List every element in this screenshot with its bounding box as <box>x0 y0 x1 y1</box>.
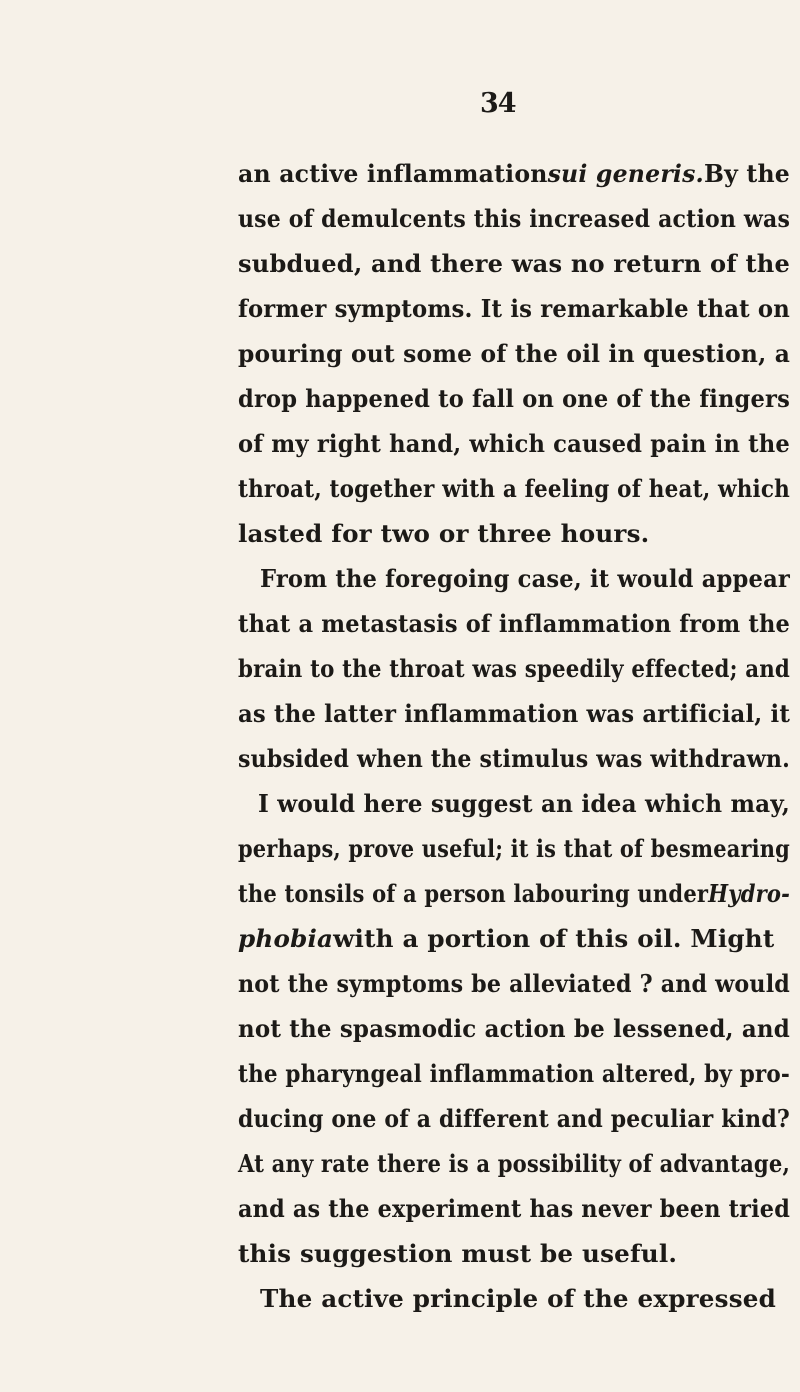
text-line <box>25 196 791 242</box>
text-segment: perhaps, prove useful; it is that of besmearing <box>238 834 790 863</box>
text-segment: subdued, and there was no return of the <box>238 249 791 278</box>
text-segment: At any rate there is a possibility of advantage, <box>238 1149 790 1178</box>
text-segment: the pharyngeal inflammation altered, by pro- <box>238 1059 790 1088</box>
text-line <box>21 556 790 602</box>
text-segment: and as the experiment has never been tried <box>238 1194 791 1223</box>
page-number: 34 <box>480 88 516 119</box>
text-line <box>22 1186 791 1232</box>
text-line <box>31 646 791 692</box>
text-segment: not the symptoms be alleviated ? and would <box>238 969 790 998</box>
text-line <box>25 1096 790 1142</box>
text-segment: The active principle of the expressed <box>260 1284 776 1313</box>
text-line <box>18 691 791 737</box>
text-segment: use of demulcents this increased action was <box>238 204 791 233</box>
text-segment: lasted for two or three hours. <box>238 519 650 548</box>
text-segment: subsided when the stimulus was withdrawn. <box>238 744 791 773</box>
text-segment: ducing one of a different and peculiar kind? <box>238 1104 790 1133</box>
text-line <box>18 286 790 332</box>
text-segment: throat, together with a feeling of heat, which <box>238 474 790 503</box>
text-line <box>23 961 790 1007</box>
text-segment: as the latter inflammation was artificial, it <box>238 699 791 728</box>
text-line <box>0 1276 800 1322</box>
text-segment: that a metastasis of inflammation from the <box>238 609 791 638</box>
text-segment-italic: sui generis. <box>547 159 704 188</box>
text-line <box>24 736 791 782</box>
text-segment: drop happened to fall on one of the fingers <box>238 384 790 413</box>
text-segment: the tonsils of a person labouring under <box>238 879 709 908</box>
text-segment: former symptoms. It is remarkable that on <box>238 294 790 323</box>
text-line <box>12 331 791 377</box>
text-line <box>20 376 790 422</box>
text-segment: of my right hand, which caused pain in the <box>238 429 790 458</box>
text-segment: with a portion of this oil. Might <box>333 924 775 953</box>
text-segment: From the foregoing case, it would appear <box>260 564 790 593</box>
text-segment: this suggestion must be useful. <box>238 1239 678 1268</box>
text-line <box>34 1141 790 1187</box>
text-line <box>5 241 789 287</box>
text-segment: pouring out some of the oil in question, a <box>238 339 791 368</box>
text-line <box>20 601 791 647</box>
text-line <box>30 466 790 512</box>
text-line <box>16 1006 790 1052</box>
text-segment: an active inflammation <box>238 159 548 188</box>
text-line <box>34 871 791 917</box>
text-line <box>16 781 790 827</box>
text-line <box>0 916 800 962</box>
text-line <box>0 511 800 557</box>
text-segment: By the <box>703 159 790 188</box>
text-segment: brain to the throat was speedily effected; and <box>238 654 791 683</box>
text-segment-italic: Hydro- <box>708 879 791 908</box>
text-line <box>0 1231 800 1277</box>
text-line <box>30 1051 790 1097</box>
text-segment: I would here suggest an idea which may, <box>258 789 790 818</box>
text-line <box>10 151 790 197</box>
text-segment: not the spasmodic action be lessened, and <box>238 1014 790 1043</box>
text-line <box>35 826 790 872</box>
text-line <box>19 421 790 467</box>
text-segment-italic: phobia <box>238 924 334 953</box>
